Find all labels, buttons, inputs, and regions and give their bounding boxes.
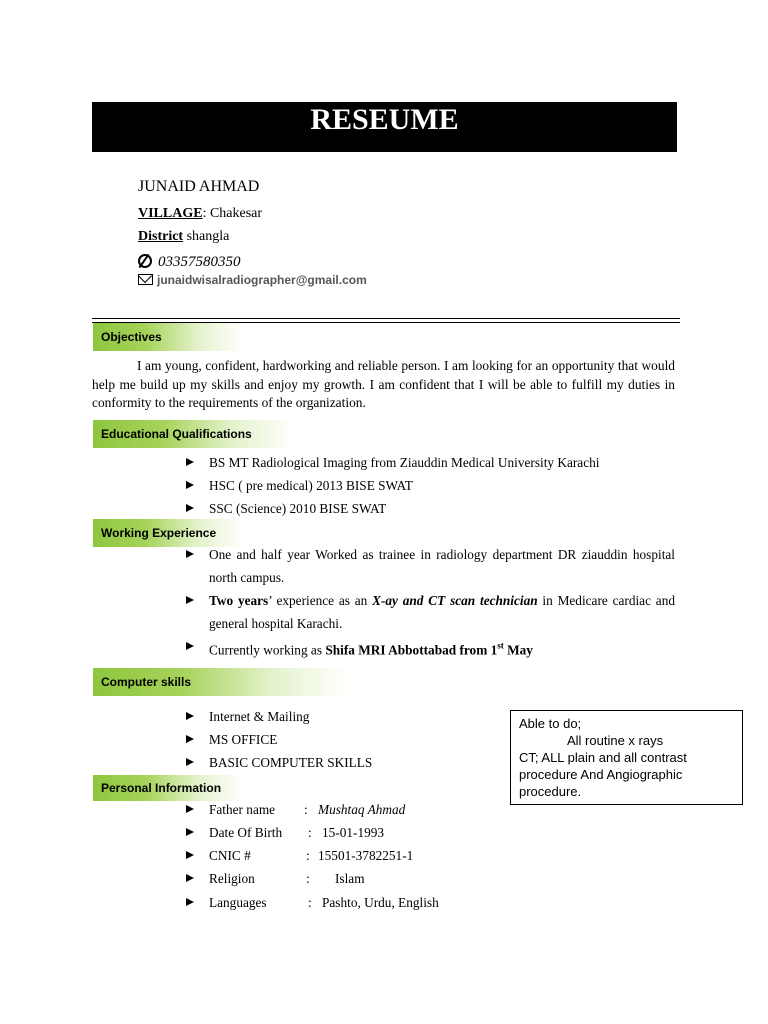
arrow-bullet-icon [186, 851, 194, 859]
arrow-bullet-icon [186, 874, 194, 882]
ability-line: CT; ALL plain and all contrast procedure And Angiographic procedure. [519, 750, 687, 799]
experience-item: Currently working as Shifa MRI Abbottabad from 1st May [209, 641, 533, 658]
mail-icon [138, 274, 153, 285]
section-experience: Working Experience [93, 519, 243, 547]
village-line [138, 206, 262, 222]
arrow-bullet-icon [186, 758, 194, 766]
divider-top [92, 318, 680, 319]
experience-item: Two years’ experience as an X-ay and CT scan technician in Medicare cardiac and general hospital Karachi. [209, 593, 675, 631]
arrow-bullet-icon [186, 504, 194, 512]
section-computer-skills: Computer skills [93, 668, 348, 696]
section-objectives: Objectives [93, 323, 243, 351]
ability-box [510, 710, 743, 805]
village-value: : Chakesar [202, 206, 263, 221]
district-value: shangla [183, 229, 230, 244]
village-label: VILLAGE [138, 206, 203, 221]
arrow-bullet-icon [186, 828, 194, 836]
phone-number: 03357580350 [158, 254, 241, 270]
phone-icon [138, 254, 152, 268]
arrow-bullet-icon [186, 898, 194, 906]
arrow-bullet-icon [186, 481, 194, 489]
ability-line: Able to do; [519, 716, 582, 731]
phone-line [138, 254, 241, 271]
email-line [138, 273, 367, 287]
section-personal-info: Personal Information [93, 775, 243, 801]
objective-paragraph: I am young, confident, hardworking and reliable person. I am looking for an opportunity that would help me build up my skills and enjoy my growth. I am confident that I will be able to fulfill my duties in conformity to the requirements of the organization. [92, 358, 675, 410]
email-address: junaidwisalradiographer@gmail.com [157, 273, 367, 287]
arrow-bullet-icon [186, 642, 194, 650]
district-label: District [138, 229, 184, 244]
arrow-bullet-icon [186, 596, 194, 604]
section-education: Educational Qualifications [93, 420, 293, 448]
district-line [138, 229, 229, 245]
arrow-bullet-icon [186, 712, 194, 720]
arrow-bullet-icon [186, 735, 194, 743]
experience-item: One and half year Worked as trainee in radiology department DR ziauddin hospital north campus. [209, 547, 675, 585]
arrow-bullet-icon [186, 458, 194, 466]
arrow-bullet-icon [186, 550, 194, 558]
applicant-name: JUNAID AHMAD [138, 178, 260, 195]
resume-title: RESEUME [92, 102, 677, 152]
ability-line: All routine x rays [567, 733, 664, 748]
arrow-bullet-icon [186, 805, 194, 813]
